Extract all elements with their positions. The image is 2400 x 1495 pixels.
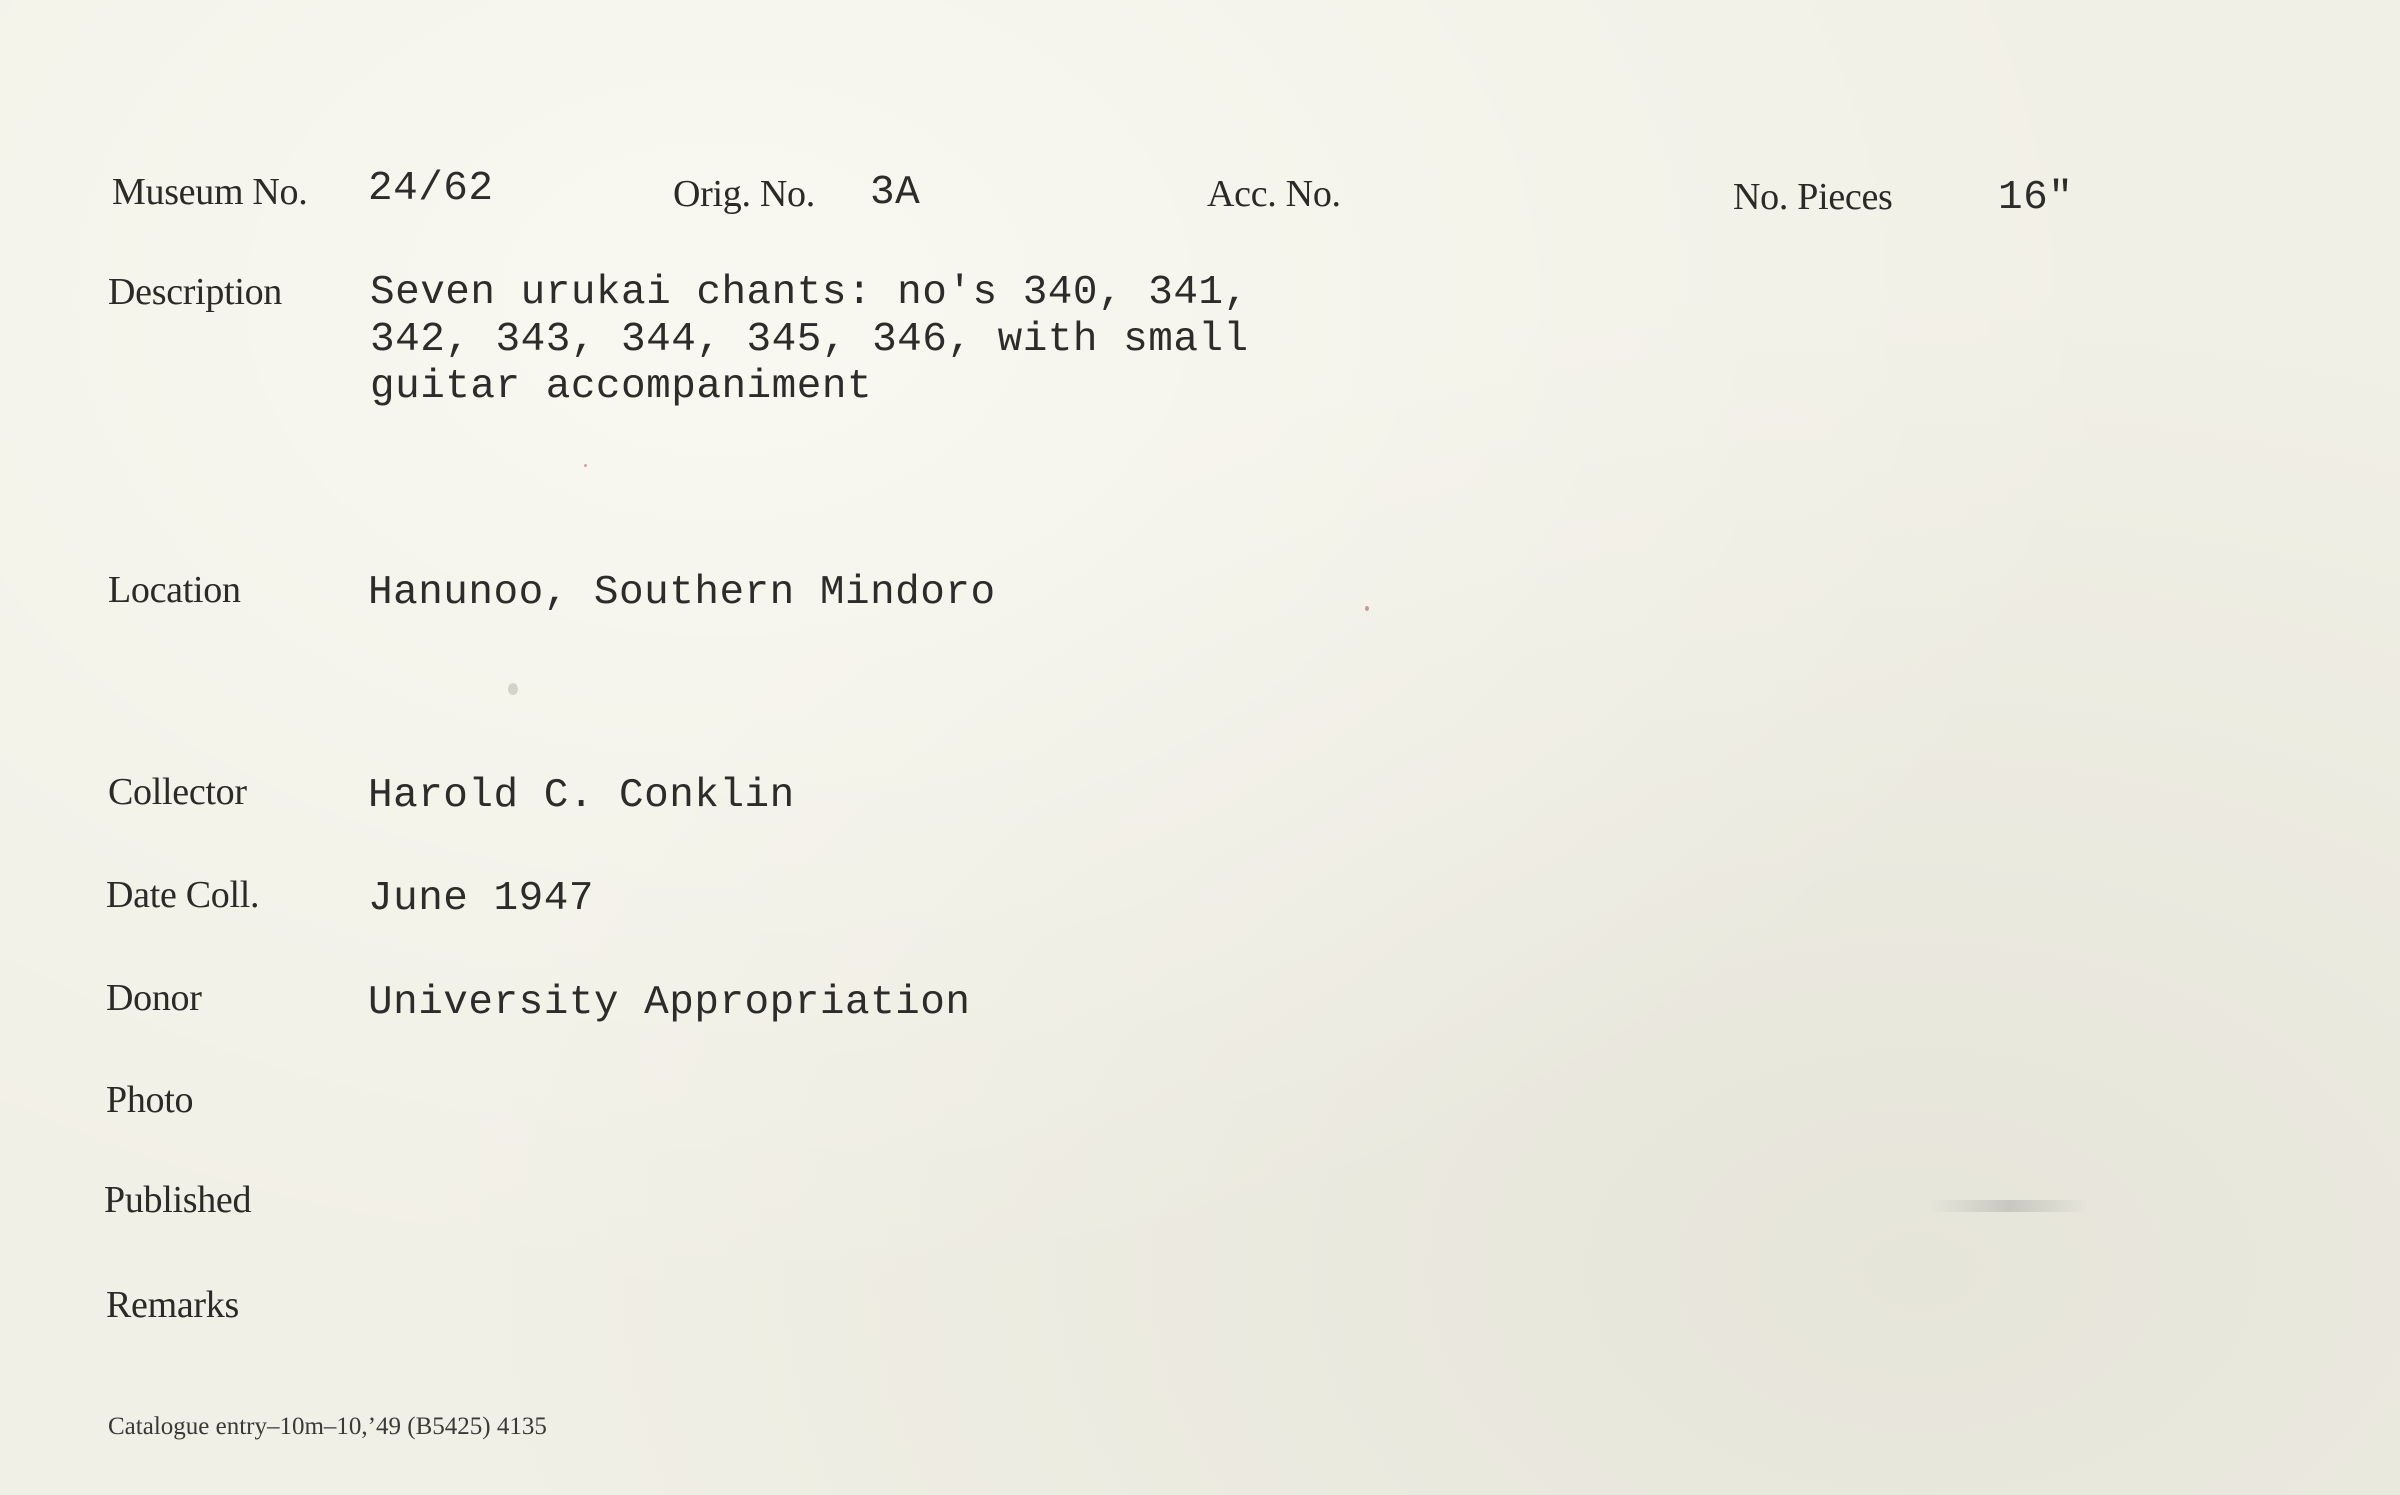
description-line-2: 342, 343, 344, 345, 346, with small bbox=[370, 317, 1249, 363]
no-pieces-label: No. Pieces bbox=[1733, 176, 1893, 218]
location-label: Location bbox=[108, 569, 241, 611]
description-line-3: guitar accompaniment bbox=[370, 364, 873, 410]
orig-no-value: 3A bbox=[870, 170, 921, 216]
collector-label: Collector bbox=[108, 771, 247, 813]
donor-label: Donor bbox=[106, 977, 202, 1019]
date-coll-label: Date Coll. bbox=[106, 874, 260, 916]
description-line-1: Seven urukai chants: no's 340, 341, bbox=[370, 270, 1249, 316]
catalogue-footer: Catalogue entry–10m–10,’49 (B5425) 4135 bbox=[108, 1413, 547, 1440]
donor-value: University Appropriation bbox=[368, 980, 971, 1026]
collector-value: Harold C. Conklin bbox=[368, 773, 795, 819]
acc-no-label: Acc. No. bbox=[1207, 173, 1341, 215]
remarks-label: Remarks bbox=[106, 1284, 239, 1326]
description-label: Description bbox=[108, 271, 282, 313]
museum-no-label: Museum No. bbox=[112, 171, 308, 213]
photo-label: Photo bbox=[106, 1079, 194, 1121]
paper-smudge bbox=[1930, 1200, 2090, 1212]
location-value: Hanunoo, Southern Mindoro bbox=[368, 570, 996, 616]
museum-no-value: 24/62 bbox=[368, 166, 494, 212]
paper-speck bbox=[1365, 606, 1369, 611]
published-label: Published bbox=[104, 1179, 252, 1221]
no-pieces-value: 16" bbox=[1998, 175, 2074, 221]
paper-speck bbox=[508, 683, 518, 695]
paper-speck bbox=[584, 464, 587, 467]
orig-no-label: Orig. No. bbox=[673, 173, 815, 215]
date-coll-value: June 1947 bbox=[368, 876, 594, 922]
description-value bbox=[370, 270, 1249, 411]
